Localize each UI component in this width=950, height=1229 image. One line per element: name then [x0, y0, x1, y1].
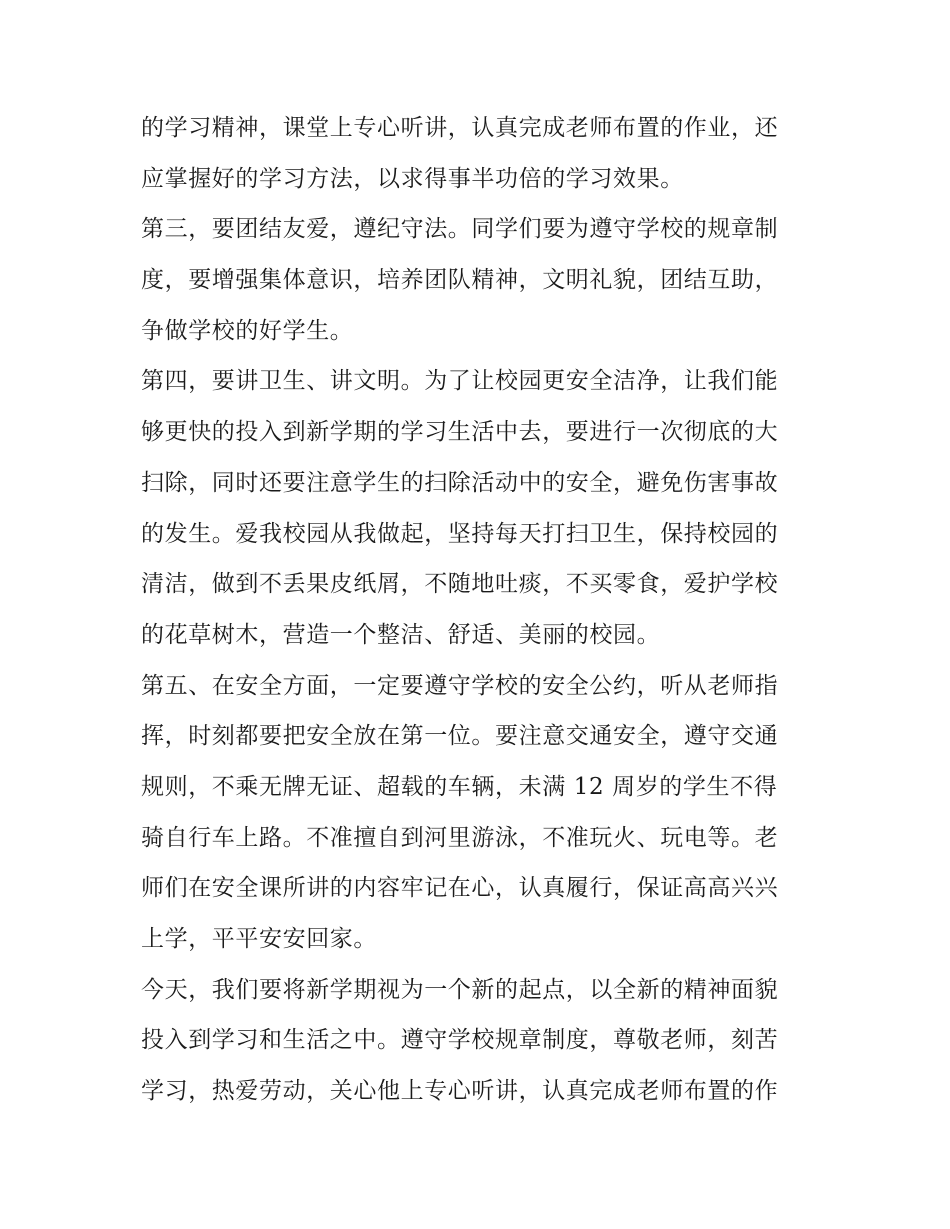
- text-line: 扫除，同时还要注意学生的扫除活动中的安全，避免伤害事故: [141, 469, 779, 496]
- text-line: 应掌握好的学习方法，以求得事半功倍的学习效果。: [141, 165, 684, 192]
- text-line: 第四，要讲卫生、讲文明。为了让校园更安全洁净，让我们能: [141, 368, 779, 395]
- text-line: 规则，不乘无牌无证、超载的车辆，未满 12 周岁的学生不得: [141, 773, 778, 800]
- text-line: 的发生。爱我校园从我做起，坚持每天打扫卫生，保持校园的: [141, 520, 779, 547]
- text-line: 第五、在安全方面，一定要遵守学校的安全公约，听从老师指: [141, 672, 779, 699]
- text-line: 学习，热爱劳动，关心他上专心听讲，认真完成老师布置的作: [141, 1078, 779, 1105]
- text-line: 度，要增强集体意识，培养团队精神，文明礼貌，团结互助，: [141, 267, 779, 294]
- text-line: 的学习精神，课堂上专心听讲，认真完成老师布置的作业，还: [141, 115, 779, 141]
- text-line: 够更快的投入到新学期的学习生活中去，要进行一次彻底的大: [141, 419, 779, 446]
- text-line: 争做学校的好学生。: [141, 317, 354, 344]
- text-line: 师们在安全课所讲的内容牢记在心，认真履行，保证高高兴兴: [141, 875, 779, 902]
- text-line: 今天，我们要将新学期视为一个新的起点，以全新的精神面貌: [141, 976, 779, 1003]
- text-line: 骑自行车上路。不准擅自到河里游泳，不准玩火、玩电等。老: [141, 824, 779, 851]
- text-line: 清洁，做到不丢果皮纸屑，不随地吐痰，不买零食，爱护学校: [141, 571, 779, 598]
- text-line: 的花草树木，营造一个整洁、舒适、美丽的校园。: [141, 621, 661, 648]
- text-line: 上学，平平安安回家。: [141, 926, 377, 952]
- text-line: 第三，要团结友爱，遵纪守法。同学们要为遵守学校的规章制: [141, 216, 779, 243]
- text-line: 投入到学习和生活之中。遵守学校规章制度，尊敬老师，刻苦: [141, 1027, 779, 1054]
- text-line: 挥，时刻都要把安全放在第一位。要注意交通安全，遵守交通: [141, 723, 779, 750]
- body-text: [141, 103, 821, 1117]
